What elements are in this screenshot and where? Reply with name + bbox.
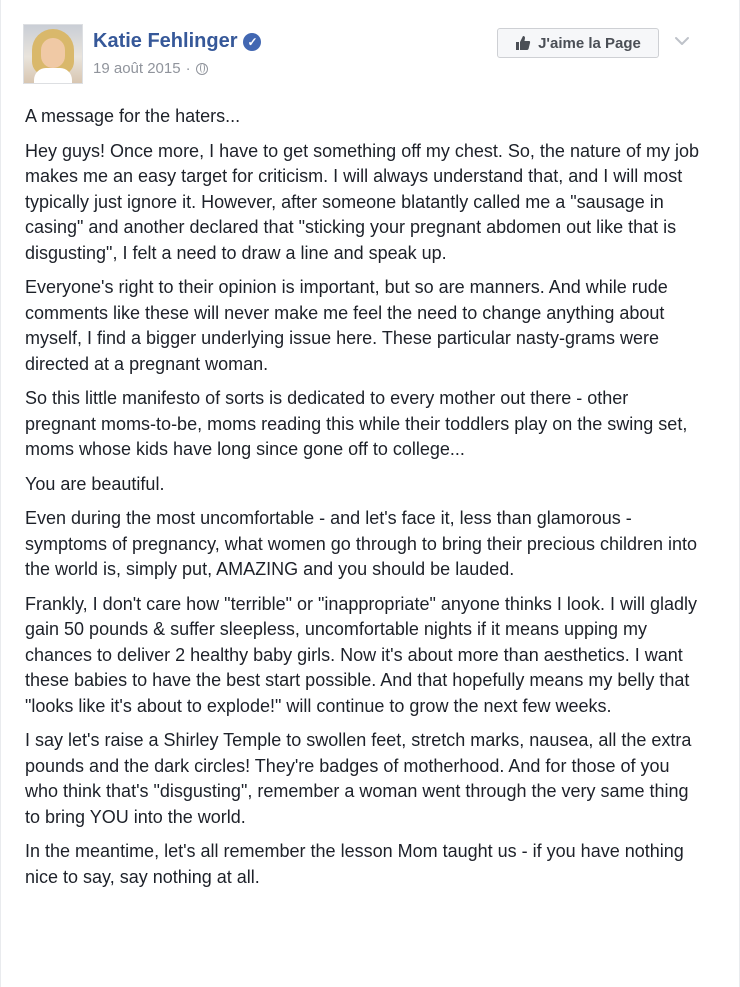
- author-row: [93, 30, 261, 53]
- post-header: [23, 22, 719, 86]
- post-paragraph: A message for the haters...: [25, 106, 241, 126]
- meta-separator: ·: [185, 60, 191, 77]
- avatar-face: [41, 38, 65, 68]
- post-paragraph: Frankly, I don't care how "terrible" or "inappropriate" anyone thinks I look. I will gladly gain 50 pounds & suffer sleepless, uncomfortable nights if it means upping my chances to deliver 2 healthy baby girls. Now it's about more than aesthetics. I want these babies to have the best start possible. And that hopefully means my belly that "looks like it's about to explode!" will continue to grow the next few weeks.: [25, 593, 697, 716]
- post-paragraph: So this little manifesto of sorts is dedicated to every mother out there - other pregnant moms-to-be, moms reading this while their toddlers play on the swing set, moms whose kids have long since gone off to college...: [25, 388, 688, 459]
- chevron-down-icon[interactable]: [671, 30, 693, 52]
- author-name[interactable]: Katie Fehlinger: [93, 30, 238, 52]
- post-paragraph: Even during the most uncomfortable - and let's face it, less than glamorous - symptoms of pregnancy, what women go through to bring their precious children into the world is, simply put, AMAZING and you should be lauded.: [25, 508, 698, 579]
- post-paragraph: Everyone's right to their opinion is important, but so are manners. And while rude comments like these will never make me feel the need to change anything about myself, I find a bigger underlying issue here. These particular nasty-grams were directed at a pregnant woman.: [25, 277, 668, 374]
- post-paragraph: Hey guys! Once more, I have to get something off my chest. So, the nature of my job makes me an easy target for criticism. I will always understand that, and I will most typically just ignore it. However, after someone blatantly called me a "sausage in casing" and another declared that "sticking your pregnant abdomen out like that is disgusting", I felt a need to draw a line and speak up.: [25, 140, 700, 263]
- post-body: [25, 104, 701, 899]
- like-page-button[interactable]: [497, 28, 659, 58]
- post-meta: [93, 60, 208, 77]
- avatar[interactable]: [23, 24, 83, 84]
- avatar-shirt: [34, 68, 72, 84]
- post-paragraph: In the meantime, let's all remember the lesson Mom taught us - if you have nothing nice to say, say nothing at all.: [25, 841, 684, 887]
- verified-badge-icon: ✓: [243, 33, 261, 51]
- globe-icon[interactable]: [196, 63, 208, 75]
- post-paragraph: You are beautiful.: [25, 473, 165, 494]
- post-date[interactable]: 19 août 2015: [93, 60, 181, 77]
- post-paragraph: I say let's raise a Shirley Temple to swollen feet, stretch marks, nausea, all the extra pounds and the dark circles! They're badges of motherhood. And for those of you who think that's "disgusting", remember a woman went through the very same thing to bring YOU into the world.: [25, 730, 692, 827]
- thumbs-up-icon: [515, 35, 531, 51]
- like-page-label: J'aime la Page: [538, 34, 641, 52]
